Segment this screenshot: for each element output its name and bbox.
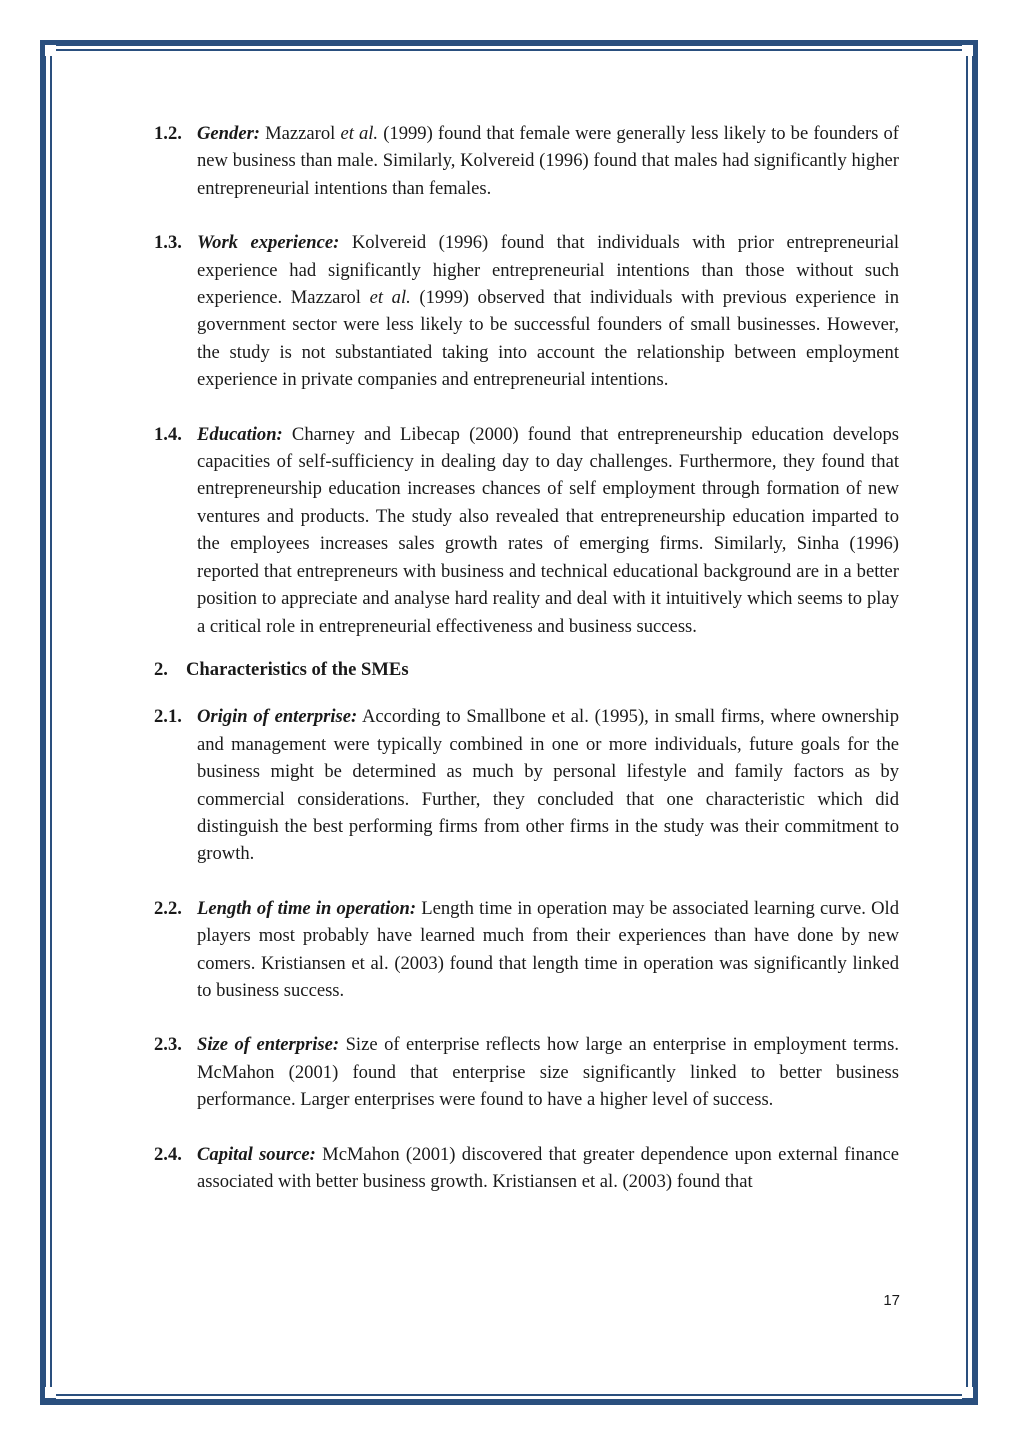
page-number: 17 [883,1292,900,1309]
section-number: 2.2. [154,897,182,919]
section-title: Origin of enterprise: [197,706,358,728]
border-corner-top-left [42,42,56,56]
section-number: 2.3. [154,1034,182,1056]
page-content [154,120,899,1195]
section-2-1 [154,703,899,867]
section-1-3 [154,229,899,393]
section-body: Charney and Libecap (2000) found that entrepreneurship education develops capacities of self-sufficiency in dealing day to day challenges. Furthermore, they found that entrepreneurship education increases chances of self employment through formation of new ventures and products. The study also revealed that entrepreneurship education imparted to the employees increases sales growth rates of emerging firms. Similarly, Sinha (1996) reported that entrepreneurs with business and technical educational background are in a better position to appreciate and analyse hard reality and deal with it intuitively which seems to play a critical role in entrepreneurial effectiveness and business success. [197,423,899,637]
section-body: McMahon (2001) discovered that greater dependence upon external finance associated with better business growth. Kristiansen et al. (2003) found that [197,1143,900,1192]
section-2-3 [154,1031,899,1113]
section-body: Mazzarol et al. (1999) found that female were generally less likely to be founders of new business than male. Similarly, Kolvereid (1996) found that males had significantly higher entrepreneurial intentions than females. [197,123,899,199]
section-body: According to Smallbone et al. (1995), in small firms, where ownership and management were typically combined in one or more individuals, future goals for the business might be determined as much by personal lifestyle and family factors as by commercial considerations. Further, they concluded that one characteristic which did distinguish the best performing firms from other firms in the study was their commitment to growth. [197,706,899,865]
section-number: 2.1. [154,706,182,728]
section-body: Size of enterprise reflects how large an enterprise in employment terms. McMahon (2001) found that enterprise size significantly linked to better business performance. Larger enterprises were found to have a higher level of success. [197,1034,900,1111]
section-heading [154,656,899,683]
section-title: Work experience: [197,232,340,254]
section-body: Length time in operation may be associated learning curve. Old players most probably have learned much from their experiences than have done by new comers. Kristiansen et al. (2003) found that length time in operation was significantly linked to business success. [197,897,900,1001]
section-1-4 [154,421,899,640]
border-corner-top-right [962,42,976,56]
border-corner-bottom-right [962,1387,976,1401]
section-title: Capital source: [197,1143,316,1165]
section-title: Gender: [197,123,260,144]
section-2-4 [154,1141,899,1196]
heading-number: 2. [154,658,168,680]
section-number: 1.3. [154,232,182,254]
section-title: Size of enterprise: [197,1034,340,1056]
section-number: 1.4. [154,423,182,445]
section-title: Length of time in operation: [197,897,417,919]
heading-text: Characteristics of the SMEs [186,658,409,680]
section-body: Kolvereid (1996) found that individuals with prior entrepreneurial experience had significantly higher entrepreneurial intentions than those without such experience. Mazzarol et al. (1999) observed that individuals with previous experience in government sector were less likely to be successful founders of small businesses. However, the study is not substantiated taking into account the relationship between employment experience in private companies and entrepreneurial intentions. [197,232,899,391]
section-number: 1.2. [154,123,182,144]
section-number: 2.4. [154,1143,182,1165]
section-title: Education: [197,423,283,445]
border-corner-bottom-left [42,1387,56,1401]
section-1-2 [154,120,899,202]
section-2-2 [154,895,899,1005]
